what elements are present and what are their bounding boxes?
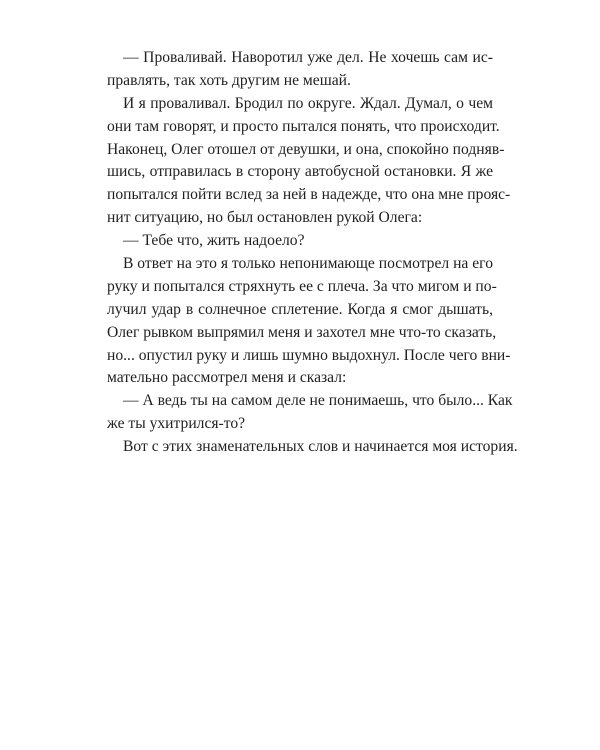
- text-line: они там говорят, и просто пытался понять, что происходит.: [107, 117, 500, 135]
- text-line: но... опустил руку и лишь шумно выдохнул. После чего вни-: [107, 346, 511, 364]
- text-line: лучил удар в солнечное сплетение. Когда я смог дышать,: [107, 300, 493, 318]
- text-line: Вот с этих знаменательных слов и начинается моя история.: [123, 438, 518, 456]
- text-line: нит ситуацию, но был остановлен рукой Олега:: [107, 209, 423, 227]
- text-line: Олег рывком выпрямил меня и захотел мне что-то сказать,: [107, 323, 497, 341]
- text-line: правлять, так хоть другим не мешай.: [107, 71, 351, 89]
- page-body-text: [107, 47, 518, 459]
- text-line: попытался пойти вслед за ней в надежде, что она мне прояс-: [107, 186, 511, 204]
- text-line: И я проваливал. Бродил по округе. Ждал. Думал, о чем: [123, 94, 493, 112]
- text-line: Наконец, Олег отошел от девушки, и она, спокойно подняв-: [107, 140, 505, 158]
- text-line: В ответ на это я только непонимающе посмотрел на его: [123, 255, 493, 273]
- text-line: — Проваливай. Наворотил уже дел. Не хочешь сам ис-: [123, 49, 493, 66]
- text-line: мательно рассмотрел меня и сказал:: [107, 369, 347, 387]
- text-line: — А ведь ты на самом деле не понимаешь, что было... Как: [123, 392, 513, 410]
- text-line: же ты ухитрился-то?: [107, 415, 246, 433]
- text-line: руку и попытался стряхнуть ее с плеча. За что мигом и по-: [107, 277, 497, 295]
- text-line: шись, отправилась в сторону автобусной остановки. Я же: [107, 163, 493, 181]
- text-line: — Тебе что, жить надоело?: [123, 232, 305, 250]
